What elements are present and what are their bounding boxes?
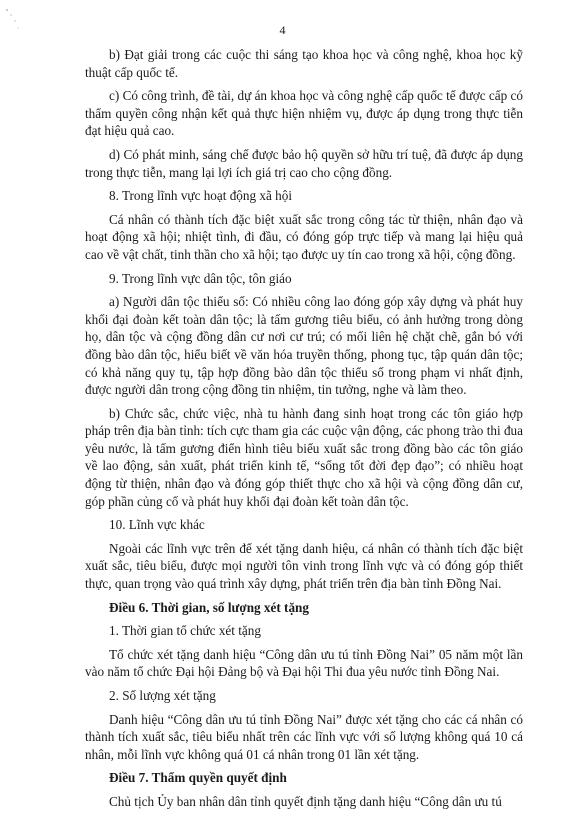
page-number: 4	[279, 23, 286, 37]
paragraph: b) Chức sắc, chức việc, nhà tu hành đang sinh hoạt trong các tôn giáo hợp pháp trên địa bàn tỉnh: tích cực tham gia các cuộc vận động, các phong trào thi đua yêu nước, là tấm gương điển hình tiêu biểu xuất sắc trong đồng bào các tôn giáo về lao động, sản xuất, phát triển kinh tế, “sống tốt đời đẹp đạo”; có nhiều hoạt động từ thiện, nhân đạo và đóng góp thiết thực cho xã hội và cộng đồng dân cư, góp phần củng cố và phát huy khối đại đoàn kết toàn dân tộc.	[85, 405, 523, 509]
paragraph: Ngoài các lĩnh vực trên để xét tặng danh hiệu, cá nhân có thành tích đặc biệt xuất sắc, tiêu biểu, được mọi người tôn vinh trong lĩnh vực và có đóng góp thiết thực, quan trọng vào quá trình xây dựng, phát triển trên địa bàn tỉnh Đồng Nai.	[85, 540, 523, 592]
section-heading: 1. Thời gian tổ chức xét tặng	[109, 623, 261, 639]
paragraph: b) Đạt giải trong các cuộc thi sáng tạo khoa học và công nghệ, khoa học kỹ thuật cấp quốc tế.	[85, 47, 523, 80]
section-heading: 10. Lĩnh vực khác	[109, 517, 205, 533]
paragraph: Tổ chức xét tặng danh hiệu “Công dân ưu tú tỉnh Đồng Nai” 05 năm một lần vào năm tổ chức Đại hội Đảng bộ và Đại hội Thi đua yêu nước tỉnh Đồng Nai.	[85, 646, 523, 680]
paragraph: Chủ tịch Ủy ban nhân dân tỉnh quyết định tặng danh hiệu “Công dân ưu tú	[109, 793, 502, 809]
article-heading: Điều 7. Thẩm quyền quyết định	[109, 770, 287, 786]
paragraph: Danh hiệu “Công dân ưu tú tỉnh Đồng Nai” được xét tặng cho các cá nhân có thành tích xuất sắc, tiêu biểu nhất trên các lĩnh vực với số lượng không quá 10 cá nhân, mỗi lĩnh vực không quá 01 cá nhân trong 01 lần xét tặng.	[85, 711, 523, 762]
article-heading: Điều 6. Thời gian, số lượng xét tặng	[109, 599, 309, 615]
section-heading: 2. Số lượng xét tặng	[109, 688, 216, 703]
paragraph: Cá nhân có thành tích đặc biệt xuất sắc trong công tác từ thiện, nhân đạo và hoạt động xã hội; nhiệt tình, đi đầu, có đóng góp trực tiếp và mang lại hiệu quả cao về vật chất, tinh thần cho xã hội; tạo được uy tín cao trong xã hội, cộng đồng.	[85, 211, 523, 262]
paragraph: a) Người dân tộc thiểu số: Có nhiều công lao đóng góp xây dựng và phát huy khối đại đoàn kết toàn dân tộc; là tấm gương tiêu biểu, có ảnh hưởng trong dòng họ, dân tộc và cộng đồng dân cư nơi cư trú; có mối liên hệ chặt chẽ, gắn bó với đồng bào dân tộc, hiểu biết về văn hóa truyền thống, phong tục, tập quán dân tộc; có khả năng quy tụ, tập hợp đồng bào dân tộc thiểu số trong phạm vi nhất định, được người dân trong cộng đồng tin nhiệm, tin tưởng, nghe và làm theo.	[85, 294, 523, 398]
paragraph: d) Có phát minh, sáng chế được bảo hộ quyền sở hữu trí tuệ, đã được áp dụng trong thực tiễn, mang lại lợi ích giá trị cao cho cộng đồng.	[85, 146, 523, 180]
section-heading: 9. Trong lĩnh vực dân tộc, tôn giáo	[109, 270, 292, 286]
document-body	[85, 46, 523, 817]
section-heading: 8. Trong lĩnh vực hoạt động xã hội	[109, 188, 292, 204]
paragraph: c) Có công trình, đề tài, dự án khoa học và công nghệ cấp quốc tế được cấp có thẩm quyền công nhận kết quả thực hiện nhiệm vụ, được áp dụng trong thực tiễn đạt hiệu quả cao.	[85, 88, 523, 139]
